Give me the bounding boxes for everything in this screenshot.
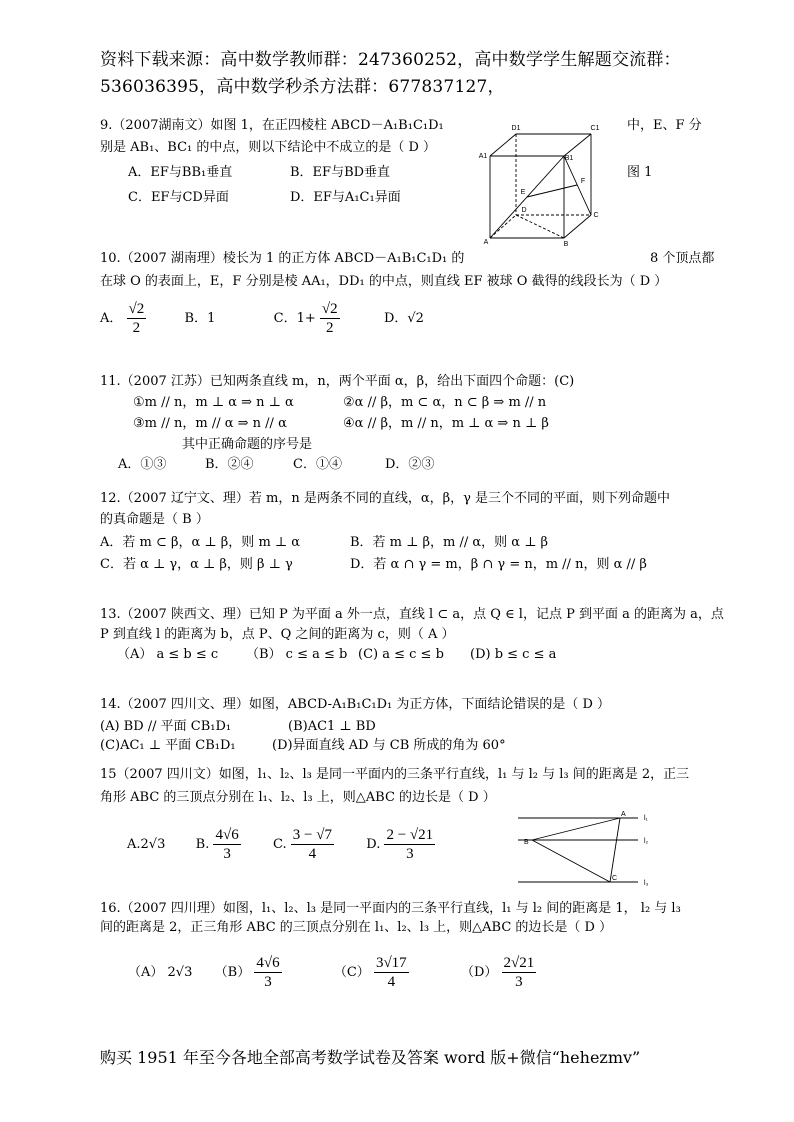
q15-option-b-den: 3: [223, 846, 231, 862]
q16-line-2: 间的距离是 2，正三角形 ABC 的三顶点分别在 l₁、l₂、l₃ 上，则△ABC 的边长是（ D ）: [100, 920, 613, 935]
q9-figure-point: F: [580, 178, 586, 185]
q16-option-c-num: 3√17: [375, 955, 407, 971]
q9-line-1: 9.（2007湖南文）如图 1，在正四棱柱 ABCD－A₁B₁C₁D₁: [100, 118, 444, 133]
q11-proposition-3: ③m // n，m // α ⇒ n // α: [133, 416, 287, 431]
q11-option-c: C．①④: [293, 457, 342, 472]
q9-line-2: 别是 AB₁、BC₁ 的中点，则以下结论中不成立的是（ D ）: [100, 140, 437, 155]
q15-option-d-num: 2 − √21: [386, 827, 434, 843]
q13-option-b: （B） c ≤ a ≤ b: [246, 647, 348, 662]
q9-figure-label: 图 1: [627, 165, 653, 180]
q15-figure-label: l₂: [644, 838, 649, 845]
q15-option-d-fraction: [384, 826, 435, 863]
q9-prism-figure: [476, 120, 606, 250]
q16-options: [128, 954, 536, 991]
footer-text: 购买 1951 年至今各地全部高考数学试卷及答案 word 版+微信“hehezmv”: [100, 1048, 641, 1067]
q9-figure-point: E: [520, 189, 526, 196]
q16-line-1: 16.（2007 四川理）如图，l₁、l₂、l₃ 是同一平面内的三条平行直线，l₁ 与 l₂ 间的距离是 1， l₂ 与 l₃: [100, 901, 681, 916]
q15-option-a: A.2√3: [127, 837, 166, 852]
header-line-2: 536036395，高中数学秒杀方法群：677837127，: [100, 77, 505, 97]
q9-option-d: D．EF与A₁C₁异面: [290, 190, 401, 205]
q12-option-d: D．若 α ∩ γ = m，β ∩ γ = n，m // n，则 α // β: [350, 557, 647, 572]
q13-option-a: （A） a ≤ b ≤ c: [117, 647, 219, 662]
q15-options: [127, 826, 435, 863]
q12-option-b: B．若 m ⊥ β，m // α，则 α ⊥ β: [350, 535, 549, 550]
q13-option-d: (D) b ≤ c ≤ a: [470, 647, 557, 662]
q10-option-c-den: 2: [326, 320, 334, 336]
q10-option-c-num: √2: [321, 301, 338, 317]
q9-figure-point: D: [521, 207, 527, 214]
q15-figure-label: B: [524, 839, 529, 846]
q15-option-c-fraction: [291, 826, 334, 863]
q16-option-d-fraction: [502, 954, 537, 991]
q16-option-d-den: 3: [515, 974, 523, 990]
q10-options: [100, 300, 424, 337]
q11-option-a: A．①③: [118, 457, 167, 472]
q9-figure-point: C: [593, 212, 599, 219]
q11-line-4: 其中正确命题的序号是: [182, 437, 313, 452]
q15-option-b-num: 4√6: [215, 827, 239, 843]
q16-option-d-num: 2√21: [503, 955, 535, 971]
q10-option-c-fraction: [320, 300, 340, 337]
q10-line-2: 在球 O 的表面上，E，F 分别是棱 AA₁，DD₁ 的中点，则直线 EF 被球 O 截得的线段长为（ D ）: [100, 274, 668, 289]
q10-option-a-num: √2: [128, 301, 145, 317]
q13-option-c: (C) a ≤ c ≤ b: [358, 647, 444, 662]
q14-option-d: (D)异面直线 AD 与 CB 所成的角为 60°: [272, 738, 506, 753]
q15-figure-label: C: [612, 875, 618, 882]
q14-option-c: (C)AC₁ ⊥ 平面 CB₁D₁: [100, 738, 236, 753]
q16-option-b-label: （B）: [214, 965, 251, 980]
q9-figure-point: A: [483, 239, 489, 246]
q15-option-b-fraction: [213, 826, 240, 863]
q16-option-b-den: 3: [264, 974, 272, 990]
q13-line-2: P 到直线 l 的距离为 b，点 P、Q 之间的距离为 c，则（ A ）: [100, 627, 455, 642]
q12-line-2: 的真命题是（ B ）: [100, 512, 209, 527]
q10-option-a-fraction: [127, 300, 147, 337]
q14-option-b: (B)AC1 ⊥ BD: [288, 719, 376, 734]
q16-option-c-label: （C）: [333, 965, 370, 980]
q14-option-a: (A) BD // 平面 CB₁D₁: [100, 719, 232, 734]
q12-line-1: 12.（2007 辽宁文、理）若 m，n 是两条不同的直线，α，β，γ 是三个不同的平面，则下列命题中: [100, 491, 671, 506]
q16-option-d-label: （D）: [460, 965, 498, 980]
q9-figure-point: D1: [511, 125, 521, 132]
q10-option-a-den: 2: [132, 320, 141, 336]
q16-option-a: （A） 2√3: [128, 965, 193, 980]
q15-line-2: 角形 ABC 的三顶点分别在 l₁、l₂、l₃ 上，则△ABC 的边长是（ D ）: [100, 790, 496, 805]
q16-option-c-fraction: [374, 954, 409, 991]
q11-option-d: D．②③: [385, 457, 435, 472]
q15-option-c-num: 3 − √7: [292, 827, 332, 843]
q10-option-d: D．√2: [383, 311, 424, 326]
q10-line-1-right: 8 个顶点都: [650, 251, 715, 266]
q9-line-1-right: 中，E、F 分: [627, 118, 702, 133]
q11-proposition-1: ①m // n，m ⊥ α ⇒ n ⊥ α: [133, 395, 294, 410]
q15-option-c-den: 4: [308, 846, 317, 862]
q10-line-1: 10.（2007 湖南理）棱长为 1 的正方体 ABCD－A₁B₁C₁D₁ 的: [100, 251, 465, 266]
q14-line-1: 14.（2007 四川文、理）如图，ABCD-A₁B₁C₁D₁ 为正方体，下面结论错误的是（ D ）: [100, 697, 611, 712]
q15-option-d-label: D.: [366, 837, 381, 852]
q9-figure-point: C1: [590, 125, 600, 132]
q15-option-c-label: C.: [272, 837, 287, 852]
q11-line-1: 11.（2007 江苏）已知两条直线 m，n，两个平面 α，β，给出下面四个命题：(C): [100, 374, 575, 389]
q15-parallel-lines-figure: [510, 810, 670, 890]
q9-option-c: C．EF与CD异面: [128, 190, 229, 205]
q15-option-d-den: 3: [406, 846, 414, 862]
q11-proposition-4: ④α // β，m // n，m ⊥ α ⇒ n ⊥ β: [343, 416, 549, 431]
q13-line-1: 13.（2007 陕西文、理）已知 P 为平面 a 外一点，直线 l ⊂ a，点 Q ∈ l，记点 P 到平面 a 的距离为 a，点: [100, 607, 724, 622]
q9-option-a: A．EF与BB₁垂直: [128, 165, 233, 180]
q16-option-c-den: 4: [387, 974, 396, 990]
q15-figure-label: l₃: [644, 880, 649, 887]
q15-figure-label: A: [621, 811, 626, 818]
q9-figure-point: B: [563, 241, 569, 248]
q9-option-b: B．EF与BD垂直: [290, 165, 391, 180]
q16-option-b-num: 4√6: [256, 955, 280, 971]
q15-line-1: 15（2007 四川文）如图，l₁、l₂、l₃ 是同一平面内的三条平行直线，l₁ 与 l₂ 与 l₃ 间的距离是 2，正三: [100, 767, 690, 782]
header-line-1: 资料下载来源：高中数学教师群：247360252，高中数学学生解题交流群：: [100, 50, 681, 70]
q11-option-b: B．②④: [205, 457, 254, 472]
q10-option-c-label: C．1+: [273, 311, 316, 326]
q9-figure-point: B1: [564, 155, 574, 162]
q15-figure-label: l₁: [644, 815, 648, 822]
q11-proposition-2: ②α // β，m ⊂ α，n ⊂ β ⇒ m // n: [343, 395, 547, 410]
q10-option-a-label: A．: [100, 311, 123, 326]
q9-figure-point: A1: [478, 153, 488, 160]
q16-option-b-fraction: [254, 954, 281, 991]
q10-option-b: B．1: [184, 311, 216, 326]
q12-option-c: C．若 α ⊥ γ，α ⊥ β，则 β ⊥ γ: [100, 557, 293, 572]
q15-option-b-label: B.: [195, 837, 210, 852]
q12-option-a: A．若 m ⊂ β，α ⊥ β，则 m ⊥ α: [100, 535, 301, 550]
